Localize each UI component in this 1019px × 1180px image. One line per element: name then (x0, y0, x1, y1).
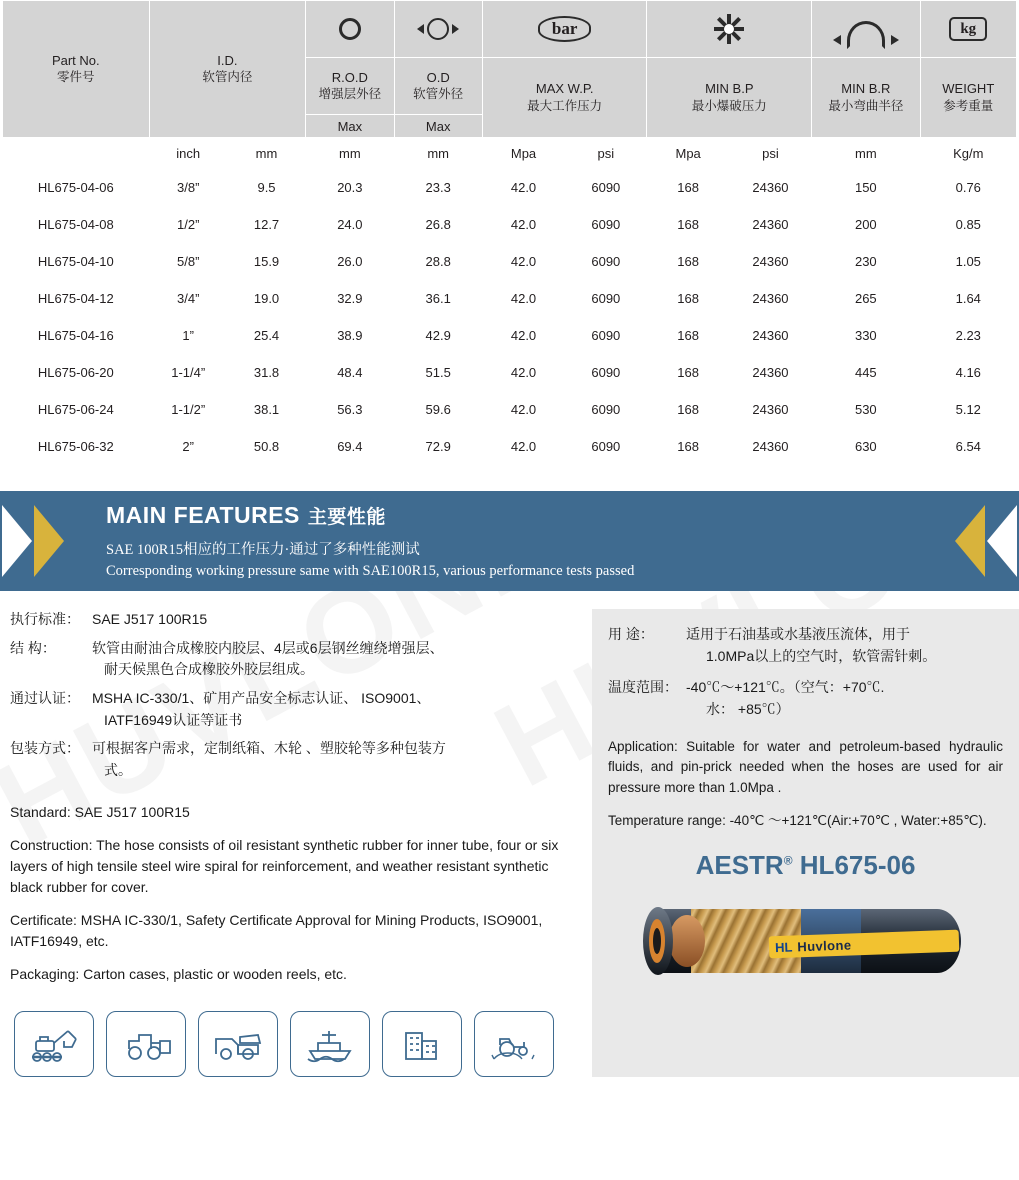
spec-temperature-cn-key: 温度范围： (608, 678, 678, 695)
cell-id-inch: 1/2” (149, 206, 227, 243)
main-features-banner (0, 491, 1019, 591)
kg-icon-cell (920, 1, 1016, 58)
registered-mark-icon: ® (783, 853, 793, 868)
cell-bp-psi: 24360 (729, 428, 811, 465)
spec-standard-cn-key: 执行标准： (10, 611, 80, 627)
header-part-no-en: Part No. (51, 52, 100, 68)
unit-rod: mm (306, 138, 394, 169)
bar-icon-cell (482, 1, 647, 58)
cell-wp-mpa: 42.0 (482, 428, 564, 465)
spec-construction-cn-key: 结 构： (10, 639, 56, 656)
cell-id-inch: 1-1/4” (149, 354, 227, 391)
unit-wp-psi: psi (565, 138, 647, 169)
cell-bp-mpa: 168 (647, 354, 729, 391)
cell-br-mm: 200 (812, 206, 920, 243)
cell-br-mm: 630 (812, 428, 920, 465)
cell-rod: 32.9 (306, 280, 394, 317)
cell-bp-psi: 24360 (729, 317, 811, 354)
application-icons (14, 1011, 580, 1077)
spec-certificate-cn-key: 通过认证： (10, 690, 80, 707)
unit-od: mm (394, 138, 482, 169)
cell-part-no: HL675-06-20 (3, 354, 150, 391)
rod-icon-cell (306, 1, 394, 58)
cell-rod: 20.3 (306, 169, 394, 206)
spec-construction-cn (10, 638, 580, 681)
spec-application-cn-line1: 适用于石油基或水基液压流体，用于 (686, 626, 910, 642)
cell-od: 23.3 (394, 169, 482, 206)
spec-packaging-cn-key: 包装方式： (10, 740, 80, 757)
unit-id-inch: inch (149, 138, 227, 169)
cell-bp-mpa: 168 (647, 280, 729, 317)
ring-icon (306, 12, 393, 46)
cell-br-mm: 445 (812, 354, 920, 391)
cell-weight: 0.76 (920, 169, 1016, 206)
header-od-cn: 软管外径 (413, 87, 464, 102)
spec-application-en: Application: Suitable for water and petroleum-based hydraulic fluids, and pin-prick needed when the hoses are used for air pressure more than 1.0Mpa . (608, 738, 1003, 796)
cell-rod: 48.4 (306, 354, 394, 391)
cell-wp-mpa: 42.0 (482, 280, 564, 317)
tractor-farm-icon (474, 1011, 554, 1077)
header-rod (306, 58, 394, 115)
cell-weight: 2.23 (920, 317, 1016, 354)
spec-application-cn-key: 用 途： (608, 626, 654, 642)
table-row (3, 280, 1017, 317)
header-od (394, 58, 482, 115)
hose-label-brand: HL (774, 939, 793, 955)
table-row (3, 317, 1017, 354)
hose-label-name: Huvlone (796, 937, 852, 955)
spec-packaging-cn-val (92, 738, 580, 781)
spec-temperature-cn (608, 676, 1003, 721)
cell-id-inch: 1-1/2” (149, 391, 227, 428)
unit-id-mm: mm (227, 138, 305, 169)
cell-rod: 56.3 (306, 391, 394, 428)
cell-bp-mpa: 168 (647, 391, 729, 428)
spec-certificate-en: Certificate: MSHA IC-330/1, Safety Certificate Approval for Mining Products, ISO9001, IATF16949, etc. (10, 911, 543, 949)
cell-od: 72.9 (394, 428, 482, 465)
cell-id-mm: 9.5 (227, 169, 305, 206)
table-row (3, 391, 1017, 428)
cell-br-mm: 150 (812, 169, 920, 206)
cell-od: 26.8 (394, 206, 482, 243)
cell-id-mm: 15.9 (227, 243, 305, 280)
spec-certificate-cn-val (92, 688, 580, 731)
header-rod-max: Max (306, 115, 394, 138)
cell-weight: 6.54 (920, 428, 1016, 465)
spec-application-cn (608, 623, 1003, 668)
cell-bp-mpa: 168 (647, 206, 729, 243)
banner-subtitle-en: Corresponding working pressure same with SAE100R15, various performance tests passed (106, 563, 635, 579)
banner-title-cn: 主要性能 (307, 507, 386, 528)
cell-br-mm: 330 (812, 317, 920, 354)
cell-id-inch: 1” (149, 317, 227, 354)
cell-id-mm: 38.1 (227, 391, 305, 428)
weight-kg-icon (921, 12, 1016, 46)
cell-wp-psi: 6090 (565, 428, 647, 465)
cell-part-no: HL675-04-06 (3, 169, 150, 206)
cell-bp-psi: 24360 (729, 169, 811, 206)
excavator-icon (14, 1011, 94, 1077)
od-icon-cell (394, 1, 482, 58)
spec-construction-cn-line2: 耐天候黑色合成橡胶外胶层组成。 (104, 661, 314, 678)
cell-bp-psi: 24360 (729, 280, 811, 317)
cell-bp-psi: 24360 (729, 243, 811, 280)
cell-id-mm: 19.0 (227, 280, 305, 317)
bar-pressure-icon (483, 12, 647, 46)
cell-weight: 1.64 (920, 280, 1016, 317)
spec-temperature-cn-val (686, 676, 1003, 721)
header-br-en: MIN B.R (841, 81, 891, 97)
header-bp-cn: 最小爆破压力 (691, 98, 767, 113)
header-min-bp (647, 58, 812, 138)
ship-icon (290, 1011, 370, 1077)
hose-inner-layer (669, 915, 705, 967)
cell-bp-mpa: 168 (647, 317, 729, 354)
spec-packaging-en: Packaging: Carton cases, plastic or wooden reels, etc. (10, 965, 347, 982)
bend-icon-cell (812, 1, 920, 58)
cell-wp-psi: 6090 (565, 280, 647, 317)
cell-od: 36.1 (394, 280, 482, 317)
cell-weight: 1.05 (920, 243, 1016, 280)
table-row (3, 243, 1017, 280)
cell-br-mm: 230 (812, 243, 920, 280)
header-bp-en: MIN B.P (705, 81, 754, 97)
spec-packaging-cn (10, 738, 580, 781)
cell-bp-psi: 24360 (729, 391, 811, 428)
product-brand: AESTR (695, 850, 784, 881)
unit-weight: Kg/m (920, 138, 1016, 169)
table-row (3, 428, 1017, 465)
cell-part-no: HL675-04-16 (3, 317, 150, 354)
outer-diameter-icon (395, 12, 482, 46)
cell-id-mm: 50.8 (227, 428, 305, 465)
cell-rod: 69.4 (306, 428, 394, 465)
header-od-max: Max (394, 115, 482, 138)
unit-bp-mpa: Mpa (647, 138, 729, 169)
spec-table (2, 0, 1017, 465)
table-unit-row (3, 138, 1017, 169)
spec-construction-en: Construction: The hose consists of oil resistant synthetic rubber for inner tube, four or six layers of high tensile steel wire spiral for reinforcement, and weather resistant synthetic black rubber for cover. (10, 836, 559, 895)
cell-br-mm: 265 (812, 280, 920, 317)
spec-standard-en: Standard: SAE J517 100R15 (10, 803, 190, 820)
cell-part-no: HL675-04-08 (3, 206, 150, 243)
chevron-right-decor (899, 491, 1019, 591)
cell-od: 59.6 (394, 391, 482, 428)
spec-construction-cn-line1: 软管由耐油合成橡胶内胶层、4层或6层钢丝缠绕增强层、 (92, 639, 444, 656)
chevron-left-decor (0, 491, 100, 591)
spec-standard-cn-val (92, 609, 580, 631)
header-min-br (812, 58, 920, 138)
left-chinese-specs (10, 609, 580, 782)
kg-icon-text: kg (949, 17, 987, 42)
banner-subtitle-cn: SAE 100R15相应的工作压力·通过了多种性能测试 (106, 542, 420, 558)
cell-bp-mpa: 168 (647, 169, 729, 206)
unit-bp-psi: psi (729, 138, 811, 169)
cell-id-inch: 3/8” (149, 169, 227, 206)
bar-icon-text: bar (538, 16, 592, 42)
table-header-icons (3, 1, 1017, 58)
bend-radius-icon (812, 12, 919, 46)
table-row (3, 169, 1017, 206)
cell-part-no: HL675-06-32 (3, 428, 150, 465)
dump-truck-icon (198, 1011, 278, 1077)
header-br-cn: 最小弯曲半径 (828, 98, 904, 113)
right-column (592, 609, 1019, 1077)
cell-part-no: HL675-04-10 (3, 243, 150, 280)
cell-wp-mpa: 42.0 (482, 243, 564, 280)
cell-rod: 26.0 (306, 243, 394, 280)
spec-temperature-cn-line2: 水： +85℃） (706, 701, 790, 718)
spec-temperature-cn-line1: -40℃～+121℃。（空气：+70℃. (686, 678, 885, 695)
header-id (149, 1, 306, 138)
cell-bp-mpa: 168 (647, 428, 729, 465)
table-row (3, 206, 1017, 243)
cell-od: 51.5 (394, 354, 482, 391)
spec-application-cn-line2: 1.0MPa以上的空气时，软管需针刺。 (706, 648, 937, 665)
header-wp-en: MAX W.P. (535, 81, 594, 97)
header-id-cn: 软管内径 (202, 70, 253, 85)
cell-weight: 4.16 (920, 354, 1016, 391)
cell-wp-psi: 6090 (565, 169, 647, 206)
product-model: HL675-06 (799, 850, 916, 881)
spec-standard-cn-line1: SAE J517 100R15 (92, 611, 208, 627)
wheel-loader-icon (106, 1011, 186, 1077)
cell-id-inch: 5/8” (149, 243, 227, 280)
unit-part-no (3, 138, 150, 169)
banner-title-en: MAIN FEATURES (106, 502, 300, 528)
spec-application-cn-val (686, 623, 1003, 668)
header-id-en: I.D. (217, 52, 238, 68)
header-weight-cn: 参考重量 (943, 98, 994, 113)
cell-wp-mpa: 42.0 (482, 317, 564, 354)
spec-packaging-cn-line1: 可根据客户需求，定制纸箱、木轮 、塑胶轮等多种包装方 (92, 740, 446, 757)
spec-certificate-cn (10, 688, 580, 731)
unit-br-mm: mm (812, 138, 920, 169)
header-rod-cn: 增强层外径 (318, 87, 382, 102)
cell-weight: 0.85 (920, 206, 1016, 243)
header-max-wp (482, 58, 647, 138)
right-english-specs (608, 737, 1003, 833)
cell-wp-mpa: 42.0 (482, 354, 564, 391)
cell-rod: 24.0 (306, 206, 394, 243)
cell-od: 42.9 (394, 317, 482, 354)
cell-br-mm: 530 (812, 391, 920, 428)
spec-packaging-cn-line2: 式。 (104, 762, 132, 779)
cell-wp-psi: 6090 (565, 354, 647, 391)
cell-od: 28.8 (394, 243, 482, 280)
left-english-specs (10, 802, 580, 985)
cell-weight: 5.12 (920, 391, 1016, 428)
cell-rod: 38.9 (306, 317, 394, 354)
header-weight (920, 58, 1016, 138)
banner-title (106, 502, 1019, 529)
cell-wp-psi: 6090 (565, 206, 647, 243)
header-wp-cn: 最大工作压力 (527, 98, 603, 113)
product-title (608, 850, 1003, 881)
hose-product-image (641, 893, 971, 989)
spec-certificate-cn-line2: IATF16949认证等证书 (104, 711, 243, 728)
cell-bp-psi: 24360 (729, 354, 811, 391)
cell-wp-mpa: 42.0 (482, 391, 564, 428)
header-od-en: O.D (426, 69, 450, 85)
spec-standard-cn (10, 609, 580, 631)
header-weight-en: WEIGHT (942, 81, 995, 97)
cell-wp-mpa: 42.0 (482, 206, 564, 243)
burst-icon (647, 12, 811, 46)
building-icon (382, 1011, 462, 1077)
content-area (0, 609, 1019, 1077)
cell-id-inch: 3/4” (149, 280, 227, 317)
cell-id-mm: 25.4 (227, 317, 305, 354)
spec-certificate-cn-line1: MSHA IC-330/1、矿用产品安全标志认证、 ISO9001、 (92, 690, 431, 707)
cell-bp-mpa: 168 (647, 243, 729, 280)
cell-wp-psi: 6090 (565, 243, 647, 280)
burst-icon-cell (647, 1, 812, 58)
spec-construction-cn-val (92, 638, 580, 681)
cell-wp-psi: 6090 (565, 317, 647, 354)
header-part-no-cn: 零件号 (57, 70, 95, 85)
cell-id-mm: 12.7 (227, 206, 305, 243)
cell-bp-psi: 24360 (729, 206, 811, 243)
spec-table-section (0, 0, 1019, 465)
cell-wp-mpa: 42.0 (482, 169, 564, 206)
cell-id-mm: 31.8 (227, 354, 305, 391)
spec-temperature-en: Temperature range: -40℃ ～+121℃(Air:+70℃ , Water:+85℃). (608, 813, 987, 829)
cell-wp-psi: 6090 (565, 391, 647, 428)
hose-bore (649, 919, 665, 963)
table-row (3, 354, 1017, 391)
cell-part-no: HL675-06-24 (3, 391, 150, 428)
unit-wp-mpa: Mpa (482, 138, 564, 169)
left-column (0, 609, 592, 1077)
header-part-no (3, 1, 150, 138)
header-rod-en: R.O.D (331, 69, 368, 85)
cell-id-inch: 2” (149, 428, 227, 465)
right-chinese-specs (608, 623, 1003, 721)
cell-part-no: HL675-04-12 (3, 280, 150, 317)
